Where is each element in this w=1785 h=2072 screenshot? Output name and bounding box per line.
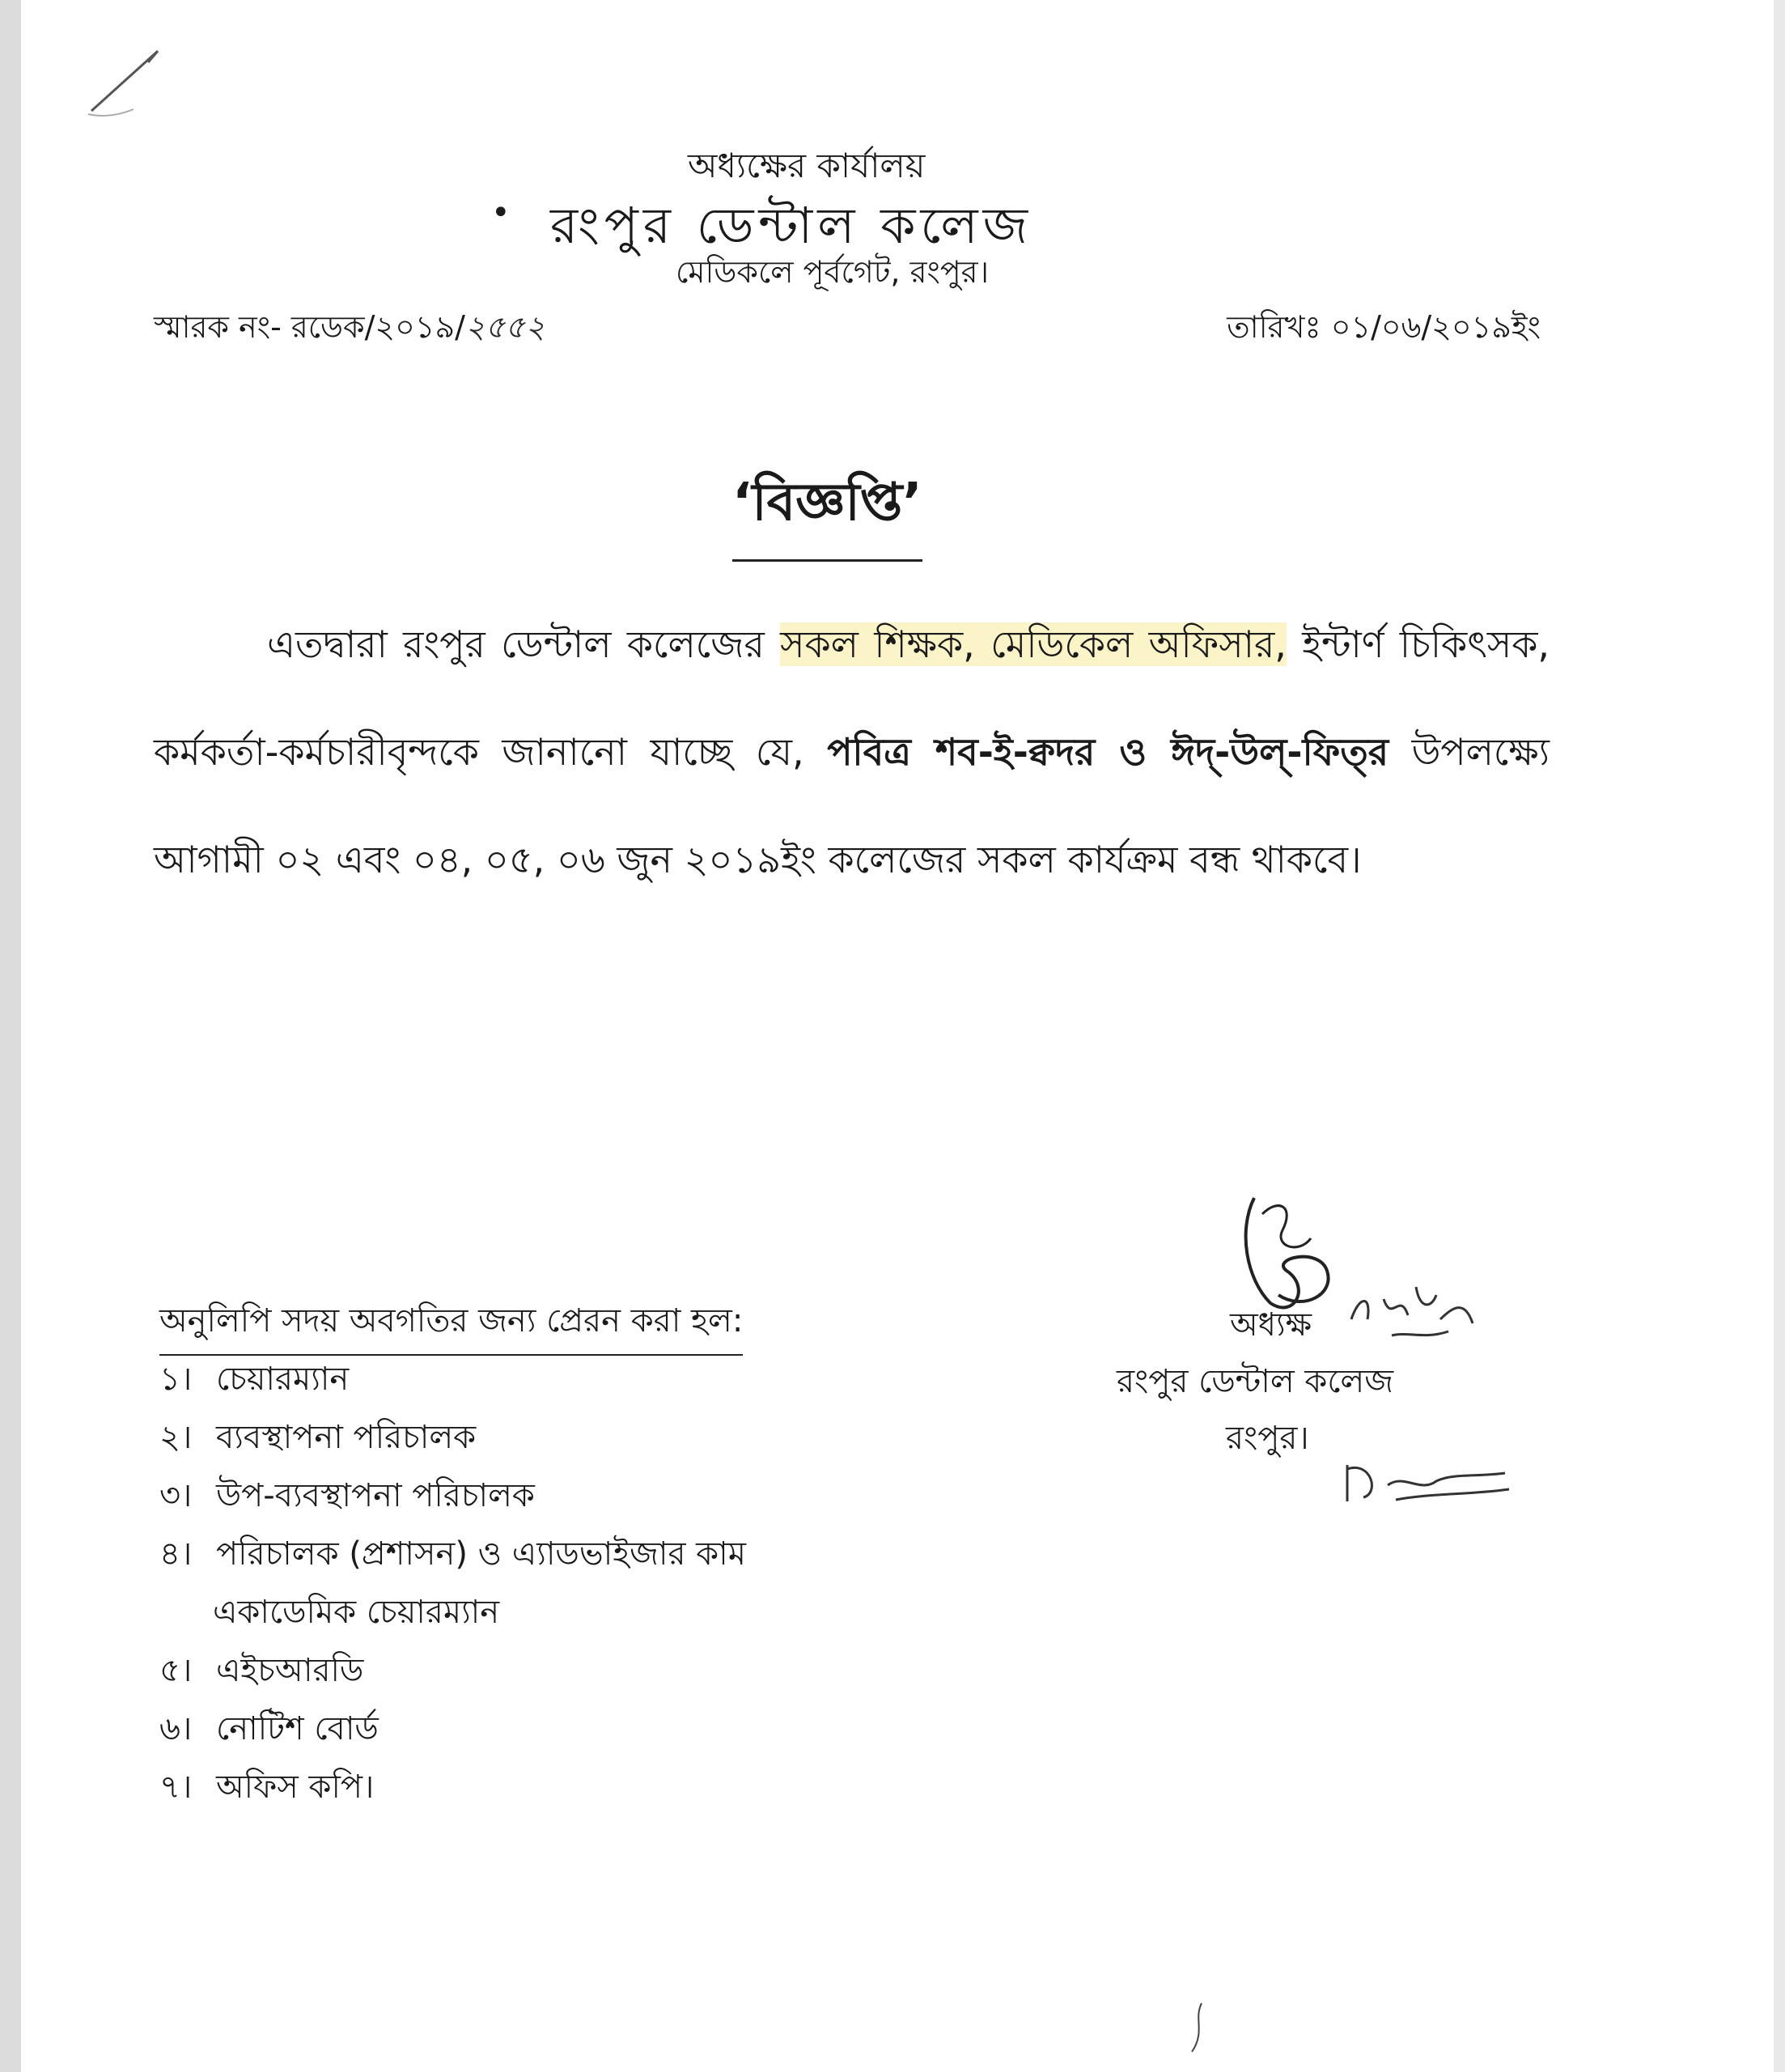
memo-number bbox=[154, 304, 545, 355]
staple-mark-icon bbox=[77, 45, 174, 125]
bullet-dot: • bbox=[491, 194, 511, 231]
list-item-continuation: একাডেমিক চেয়ারম্যান bbox=[213, 1594, 500, 1631]
notice-title: ‘বিজ্ঞপ্তি’ bbox=[732, 463, 922, 562]
memo-prefix: স্মারক নং- রডেক/২০১৯/ bbox=[154, 309, 465, 345]
list-item: ১। চেয়ারম্যান bbox=[159, 1361, 350, 1398]
signature-college: রংপুর ডেন্টাল কলেজ bbox=[1117, 1363, 1393, 1400]
list-item: ৬। নোটিশ বোর্ড bbox=[159, 1710, 379, 1747]
body-part-1: এতদ্বারা রংপুর ডেন্টাল কলেজের bbox=[267, 622, 781, 666]
office-name: অধ্যক্ষের কার্যালয় bbox=[688, 146, 926, 185]
signature-city: রংপুর। bbox=[1226, 1420, 1309, 1457]
list-item: ৭। অফিস কপি। bbox=[159, 1768, 375, 1806]
signature-date-scribble bbox=[1343, 1275, 1489, 1348]
college-address: মেডিকলে পূর্বগেট, রংপুর। bbox=[676, 254, 990, 290]
scan-edge-right bbox=[1774, 0, 1785, 2072]
copies-list bbox=[159, 1350, 746, 1816]
list-item: ৪। পরিচালক (প্রশাসন) ও এ্যাডভাইজার কাম bbox=[159, 1535, 746, 1573]
body-highlighted-text: সকল শিক্ষক, মেডিকেল অফিসার, bbox=[780, 622, 1287, 666]
initials-scribble bbox=[1339, 1453, 1517, 1509]
list-item: ৫। এইচআরডি bbox=[159, 1652, 364, 1689]
list-item: ২। ব্যবস্থাপনা পরিচালক bbox=[159, 1419, 477, 1456]
body-bold-text: পবিত্র শব-ই-ক্বদর ও ঈদ্-উল্-ফিত্‌র bbox=[827, 730, 1389, 774]
notice-body bbox=[154, 591, 1550, 914]
signature-title: অধ্যক্ষ bbox=[1230, 1306, 1312, 1344]
college-name: রংপুর ডেন্টাল কলেজ bbox=[550, 196, 1033, 255]
notice-date: তারিখঃ ০১/০৬/২০১৯ইং bbox=[1227, 309, 1541, 345]
body-part-3: উপলক্ষ্যে আগামী ০২ এবং ০৪, ০৫, ০৬ জুন ২০১৯ইং কলেজের সকল কার্যক্রম বন্ধ থাকবে। bbox=[154, 730, 1550, 881]
pen-stroke-mark bbox=[1185, 1999, 1210, 2056]
body-part-2: ইন্টার্ণ চিকিৎসক, কর্মকর্তা-কর্মচারীবৃন্দকে জানানো যাচ্ছে যে, bbox=[154, 622, 1550, 774]
scan-edge-left bbox=[0, 0, 21, 2072]
memo-handwritten-number: ২৫৫২ bbox=[464, 309, 545, 345]
copies-heading: অনুলিপি সদয় অবগতির জন্য প্রেরন করা হল: bbox=[159, 1295, 743, 1356]
list-item: ৩। উপ-ব্যবস্থাপনা পরিচালক bbox=[159, 1477, 535, 1514]
